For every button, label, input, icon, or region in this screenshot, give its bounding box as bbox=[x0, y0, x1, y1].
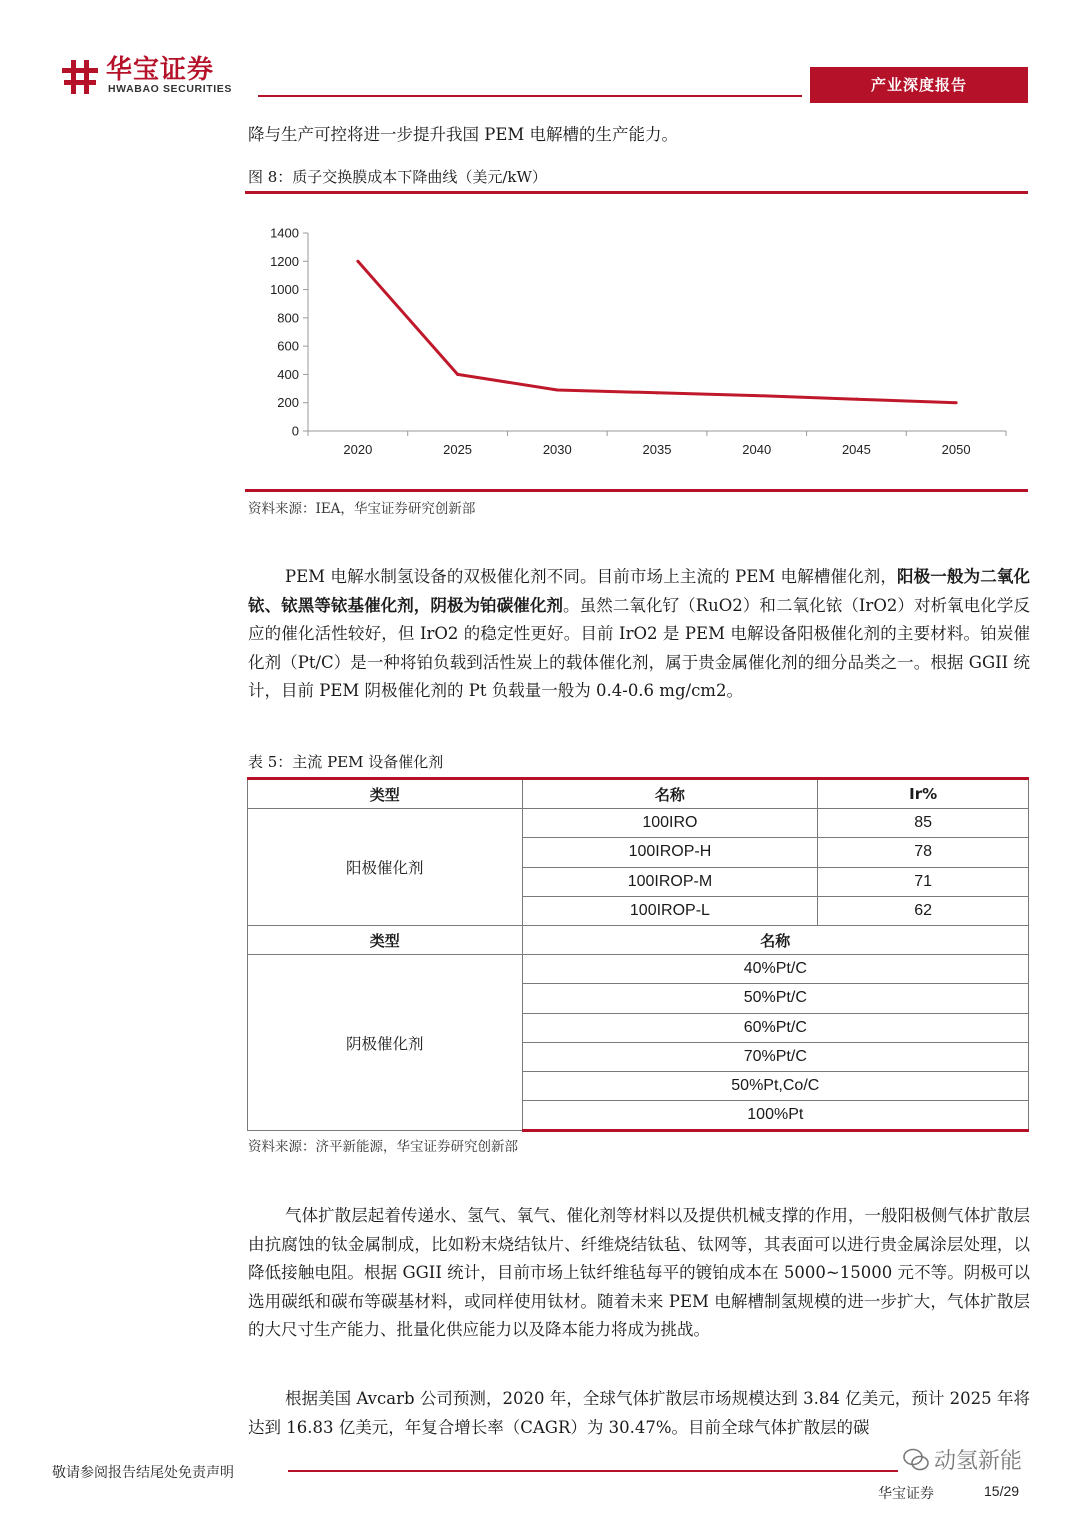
header-name: 名称 bbox=[522, 779, 818, 809]
y-tick-label: 800 bbox=[277, 310, 299, 326]
catalyst-paragraph-text-2: 。虽然二氧化钌（RuO2）和二氧化铱（IrO2）对析氧电化学反应的催化活性较好，但 IrO2 的稳定性更好。目前 IrO2 是 PEM 电解设备阳极催化剂的主要材料。铂炭催化剂（Pt/C）是一种将铂负载到活性炭上的载体催化剂，属于贵金属催化剂的细分品类之一。根据 GGII 统计，目前 PEM 阴极催化剂的 Pt 负载量一般为 0.4-0.6 mg/cm2。 bbox=[248, 595, 1030, 701]
report-type-badge: 产业深度报告 bbox=[810, 67, 1028, 103]
y-tick-label: 1400 bbox=[270, 225, 299, 241]
catalyst-name: 70%Pt/C bbox=[522, 1042, 1028, 1071]
cost-data-point bbox=[356, 260, 359, 263]
footer-brand: 华宝证券 bbox=[878, 1486, 934, 1502]
catalyst-name: 50%Pt,Co/C bbox=[522, 1071, 1028, 1100]
x-tick-label: 2050 bbox=[941, 442, 971, 457]
figure-title: 图 8：质子交换膜成本下降曲线（美元/kW） bbox=[248, 168, 547, 186]
catalyst-name: 100IROP-M bbox=[522, 867, 818, 896]
ir-value: 71 bbox=[818, 867, 1029, 896]
intro-paragraph: 降与生产可控将进一步提升我国 PEM 电解槽的生产能力。 bbox=[248, 125, 679, 144]
y-tick-label: 600 bbox=[277, 338, 299, 354]
cost-series-line bbox=[358, 261, 956, 402]
cathode-label: 阴极催化剂 bbox=[248, 955, 523, 1131]
cost-data-point bbox=[556, 388, 559, 391]
table-title: 表 5：主流 PEM 设备催化剂 bbox=[248, 753, 444, 771]
ir-value: 78 bbox=[818, 838, 1029, 867]
page-number: 15/29 bbox=[984, 1483, 1020, 1499]
cost-data-point bbox=[855, 398, 858, 401]
catalyst-paragraph bbox=[248, 563, 1030, 706]
catalyst-paragraph-text-1: PEM 电解水制氢设备的双极催化剂不同。目前市场上主流的 PEM 电解槽催化剂， bbox=[285, 567, 898, 586]
y-tick-label: 1200 bbox=[270, 253, 299, 269]
market-paragraph: 根据美国 Avcarb 公司预测，2020 年，全球气体扩散层市场规模达到 3.84 亿美元，预计 2025 年将达到 16.83 亿美元，年复合增长率（CAGR）为 30.47%。目前全球气体扩散层的碳 bbox=[248, 1389, 1030, 1437]
table-row bbox=[248, 809, 1029, 838]
footer-rule bbox=[288, 1470, 898, 1472]
x-tick-labels bbox=[343, 442, 970, 457]
catalyst-name: 50%Pt/C bbox=[522, 984, 1028, 1013]
table-row bbox=[248, 955, 1029, 984]
x-tick-label: 2035 bbox=[642, 442, 672, 457]
disclaimer-note: 敬请参阅报告结尾处免责声明 bbox=[52, 1465, 234, 1481]
x-tick-label: 2040 bbox=[742, 442, 772, 457]
watermark-text: 动氢新能 bbox=[934, 1449, 1023, 1474]
header-type: 类型 bbox=[248, 779, 523, 809]
y-tick-label: 400 bbox=[277, 366, 299, 382]
chart-axes bbox=[303, 233, 1006, 436]
catalyst-table bbox=[247, 777, 1029, 1132]
x-tick-label: 2025 bbox=[443, 442, 473, 457]
cost-data-point bbox=[656, 391, 659, 394]
catalyst-name: 40%Pt/C bbox=[522, 955, 1028, 984]
anode-label: 阳极催化剂 bbox=[248, 809, 523, 926]
subheader-type: 类型 bbox=[248, 925, 523, 954]
catalyst-name: 100IROP-H bbox=[522, 838, 818, 867]
catalyst-name: 100IRO bbox=[522, 809, 818, 838]
x-tick-label: 2020 bbox=[343, 442, 373, 457]
table-source: 资料来源：济平新能源，华宝证券研究创新部 bbox=[248, 1139, 518, 1155]
cost-data-point bbox=[456, 373, 459, 376]
gdl-paragraph: 气体扩散层起着传递水、氢气、氧气、催化剂等材料以及提供机械支撑的作用，一般阳极侧气体扩散层由抗腐蚀的钛金属制成，比如粉末烧结钛片、纤维烧结钛毡、钛网等，其表面可以进行贵金属涂层处理，以降低接触电阻。根据 GGII 统计，目前市场上钛纤维毡每平的镀铂成本在 5000~15000 元不等。阴极可以选用碳纸和碳布等碳基材料，或同样使用钛材。随着未来 PEM 电解槽制氢规模的进一步扩大，气体扩散层的大尺寸生产能力、批量化供应能力以及降本能力将成为挑战。 bbox=[248, 1206, 1030, 1340]
y-tick-label: 1000 bbox=[270, 282, 299, 298]
header-rule bbox=[258, 95, 802, 97]
x-tick-label: 2030 bbox=[542, 442, 572, 457]
catalyst-name: 100%Pt bbox=[522, 1101, 1028, 1131]
x-tick-label: 2045 bbox=[841, 442, 871, 457]
membrane-cost-chart bbox=[245, 215, 1028, 485]
ir-value: 62 bbox=[818, 896, 1029, 925]
header-ir: Ir% bbox=[818, 779, 1029, 809]
y-tick-labels bbox=[270, 226, 299, 439]
table-subheader-row bbox=[248, 925, 1029, 954]
y-tick-label: 0 bbox=[291, 423, 299, 439]
hwabao-logo-icon bbox=[62, 58, 98, 96]
cost-data-point bbox=[955, 401, 958, 404]
wechat-icon bbox=[902, 1446, 930, 1474]
catalyst-name: 60%Pt/C bbox=[522, 1013, 1028, 1042]
logo-english-name: HWABAO SECURITIES bbox=[108, 83, 232, 95]
figure-top-rule bbox=[245, 191, 1028, 194]
table-header-row bbox=[248, 779, 1029, 809]
series-layer bbox=[356, 260, 957, 404]
ir-value: 85 bbox=[818, 809, 1029, 838]
figure-bottom-rule bbox=[245, 489, 1028, 492]
y-tick-label: 200 bbox=[277, 395, 299, 411]
logo-chinese-name: 华宝证券 bbox=[106, 55, 215, 85]
subheader-name: 名称 bbox=[522, 925, 1028, 954]
catalyst-name: 100IROP-L bbox=[522, 896, 818, 925]
figure-source: 资料来源：IEA，华宝证券研究创新部 bbox=[248, 501, 476, 517]
catalyst-paragraph-bold: 阳极一般为二氧化铱、铱黑等铱基催化剂，阴极为铂碳催化剂 bbox=[248, 567, 1030, 615]
cost-data-point bbox=[755, 394, 758, 397]
